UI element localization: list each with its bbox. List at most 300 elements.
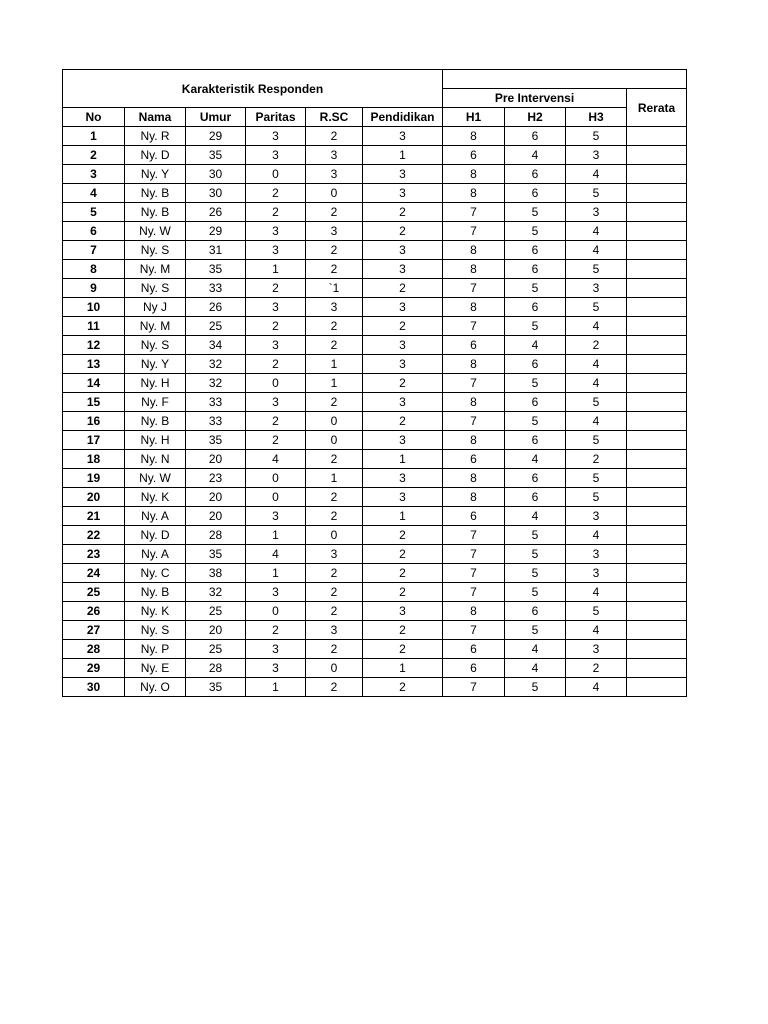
table-row — [63, 298, 687, 317]
cell-rerata — [627, 241, 687, 260]
cell-rerata — [627, 488, 687, 507]
cell-h2: 5 — [505, 203, 566, 222]
cell-paritas: 3 — [246, 241, 306, 260]
cell-h2: 4 — [505, 640, 566, 659]
cell-nama: Ny. O — [125, 678, 186, 697]
cell-h2: 6 — [505, 241, 566, 260]
table-row — [63, 469, 687, 488]
cell-rsc: 3 — [306, 146, 363, 165]
cell-no: 18 — [63, 450, 125, 469]
cell-h2: 4 — [505, 450, 566, 469]
cell-umur: 28 — [186, 659, 246, 678]
cell-umur: 25 — [186, 317, 246, 336]
cell-h1: 8 — [443, 393, 505, 412]
cell-nama: Ny. K — [125, 488, 186, 507]
cell-h1: 7 — [443, 374, 505, 393]
cell-rerata — [627, 621, 687, 640]
cell-umur: 26 — [186, 203, 246, 222]
cell-umur: 33 — [186, 279, 246, 298]
cell-rerata — [627, 165, 687, 184]
cell-umur: 33 — [186, 393, 246, 412]
cell-h3: 3 — [566, 279, 627, 298]
cell-paritas: 3 — [246, 640, 306, 659]
cell-h3: 4 — [566, 621, 627, 640]
cell-h3: 4 — [566, 355, 627, 374]
cell-h1: 8 — [443, 298, 505, 317]
cell-no: 30 — [63, 678, 125, 697]
cell-no: 10 — [63, 298, 125, 317]
cell-h2: 5 — [505, 583, 566, 602]
cell-rerata — [627, 222, 687, 241]
cell-rsc: 2 — [306, 393, 363, 412]
cell-rerata — [627, 545, 687, 564]
cell-rsc: 2 — [306, 564, 363, 583]
cell-h3: 4 — [566, 526, 627, 545]
cell-h1: 6 — [443, 336, 505, 355]
cell-umur: 20 — [186, 507, 246, 526]
cell-no: 5 — [63, 203, 125, 222]
cell-pendidikan: 3 — [363, 127, 443, 146]
cell-paritas: 3 — [246, 146, 306, 165]
cell-h3: 4 — [566, 583, 627, 602]
cell-pendidikan: 3 — [363, 488, 443, 507]
cell-nama: Ny. D — [125, 146, 186, 165]
cell-rerata — [627, 450, 687, 469]
cell-h2: 5 — [505, 564, 566, 583]
cell-paritas: 4 — [246, 545, 306, 564]
cell-rerata — [627, 640, 687, 659]
table-row — [63, 431, 687, 450]
cell-no: 6 — [63, 222, 125, 241]
cell-rerata — [627, 526, 687, 545]
cell-h2: 5 — [505, 222, 566, 241]
cell-paritas: 3 — [246, 336, 306, 355]
cell-pendidikan: 1 — [363, 659, 443, 678]
cell-h2: 4 — [505, 146, 566, 165]
table-row — [63, 355, 687, 374]
cell-h2: 6 — [505, 469, 566, 488]
cell-rsc: 2 — [306, 127, 363, 146]
cell-h1: 7 — [443, 621, 505, 640]
cell-rerata — [627, 146, 687, 165]
cell-rsc: 2 — [306, 203, 363, 222]
cell-umur: 20 — [186, 450, 246, 469]
cell-h2: 5 — [505, 317, 566, 336]
cell-rerata — [627, 431, 687, 450]
cell-h1: 6 — [443, 450, 505, 469]
cell-nama: Ny. C — [125, 564, 186, 583]
cell-umur: 26 — [186, 298, 246, 317]
cell-rerata — [627, 507, 687, 526]
table-row — [63, 336, 687, 355]
table-row — [63, 450, 687, 469]
cell-umur: 32 — [186, 374, 246, 393]
column-header-pendidikan: Pendidikan — [363, 108, 443, 127]
cell-h3: 3 — [566, 564, 627, 583]
cell-rsc: 2 — [306, 241, 363, 260]
cell-nama: Ny. S — [125, 279, 186, 298]
cell-h2: 6 — [505, 355, 566, 374]
cell-h3: 5 — [566, 298, 627, 317]
cell-nama: Ny. W — [125, 469, 186, 488]
column-header-rerata: Rerata — [627, 89, 687, 127]
cell-h1: 6 — [443, 146, 505, 165]
cell-rerata — [627, 412, 687, 431]
cell-h1: 7 — [443, 583, 505, 602]
cell-no: 29 — [63, 659, 125, 678]
cell-rsc: 0 — [306, 659, 363, 678]
cell-h2: 6 — [505, 184, 566, 203]
cell-h3: 2 — [566, 659, 627, 678]
cell-h2: 6 — [505, 393, 566, 412]
cell-rerata — [627, 260, 687, 279]
cell-h2: 6 — [505, 127, 566, 146]
cell-rsc: 2 — [306, 260, 363, 279]
cell-pendidikan: 3 — [363, 184, 443, 203]
cell-paritas: 3 — [246, 298, 306, 317]
cell-paritas: 2 — [246, 279, 306, 298]
cell-h3: 3 — [566, 545, 627, 564]
cell-rerata — [627, 336, 687, 355]
cell-paritas: 2 — [246, 184, 306, 203]
cell-h1: 7 — [443, 526, 505, 545]
cell-umur: 30 — [186, 165, 246, 184]
cell-h3: 4 — [566, 222, 627, 241]
cell-h1: 7 — [443, 317, 505, 336]
cell-no: 9 — [63, 279, 125, 298]
cell-umur: 32 — [186, 583, 246, 602]
cell-pendidikan: 2 — [363, 678, 443, 697]
cell-h1: 8 — [443, 127, 505, 146]
group-header-empty — [443, 70, 687, 89]
cell-nama: Ny. E — [125, 659, 186, 678]
cell-nama: Ny. B — [125, 412, 186, 431]
cell-pendidikan: 2 — [363, 412, 443, 431]
cell-umur: 35 — [186, 146, 246, 165]
cell-h3: 3 — [566, 640, 627, 659]
cell-no: 26 — [63, 602, 125, 621]
cell-nama: Ny. A — [125, 507, 186, 526]
respondent-table — [62, 69, 687, 697]
cell-h1: 6 — [443, 659, 505, 678]
table-row — [63, 222, 687, 241]
cell-pendidikan: 2 — [363, 640, 443, 659]
cell-pendidikan: 2 — [363, 374, 443, 393]
cell-rsc: 2 — [306, 583, 363, 602]
cell-rsc: 2 — [306, 507, 363, 526]
cell-h1: 8 — [443, 469, 505, 488]
cell-pendidikan: 1 — [363, 450, 443, 469]
cell-paritas: 1 — [246, 526, 306, 545]
cell-umur: 23 — [186, 469, 246, 488]
cell-no: 15 — [63, 393, 125, 412]
cell-pendidikan: 3 — [363, 393, 443, 412]
cell-h3: 5 — [566, 260, 627, 279]
column-header-h2: H2 — [505, 108, 566, 127]
cell-h2: 5 — [505, 545, 566, 564]
column-header-no: No — [63, 108, 125, 127]
cell-rsc: 3 — [306, 621, 363, 640]
column-header-paritas: Paritas — [246, 108, 306, 127]
cell-pendidikan: 2 — [363, 203, 443, 222]
cell-umur: 25 — [186, 640, 246, 659]
cell-h3: 4 — [566, 412, 627, 431]
cell-rsc: 2 — [306, 678, 363, 697]
cell-h1: 6 — [443, 640, 505, 659]
cell-umur: 35 — [186, 545, 246, 564]
cell-h3: 3 — [566, 203, 627, 222]
cell-rerata — [627, 298, 687, 317]
cell-h3: 4 — [566, 241, 627, 260]
cell-h1: 7 — [443, 412, 505, 431]
cell-h1: 8 — [443, 241, 505, 260]
table-row — [63, 621, 687, 640]
cell-h3: 2 — [566, 450, 627, 469]
table-row — [63, 260, 687, 279]
cell-umur: 20 — [186, 488, 246, 507]
cell-nama: Ny. K — [125, 602, 186, 621]
cell-paritas: 3 — [246, 659, 306, 678]
cell-h3: 5 — [566, 127, 627, 146]
cell-no: 28 — [63, 640, 125, 659]
cell-rsc: 2 — [306, 336, 363, 355]
cell-no: 24 — [63, 564, 125, 583]
cell-pendidikan: 3 — [363, 336, 443, 355]
cell-nama: Ny. M — [125, 260, 186, 279]
cell-rerata — [627, 602, 687, 621]
cell-paritas: 0 — [246, 374, 306, 393]
cell-h3: 5 — [566, 393, 627, 412]
cell-rerata — [627, 184, 687, 203]
cell-umur: 35 — [186, 260, 246, 279]
cell-rerata — [627, 203, 687, 222]
cell-rsc: 0 — [306, 412, 363, 431]
cell-pendidikan: 3 — [363, 165, 443, 184]
cell-nama: Ny. Y — [125, 165, 186, 184]
table-row — [63, 203, 687, 222]
cell-nama: Ny. S — [125, 336, 186, 355]
cell-rsc: 3 — [306, 298, 363, 317]
cell-nama: Ny. D — [125, 526, 186, 545]
cell-h3: 3 — [566, 507, 627, 526]
cell-no: 8 — [63, 260, 125, 279]
cell-rsc: 0 — [306, 184, 363, 203]
table-row — [63, 545, 687, 564]
cell-rerata — [627, 317, 687, 336]
cell-rsc: `1 — [306, 279, 363, 298]
cell-no: 14 — [63, 374, 125, 393]
cell-h2: 4 — [505, 336, 566, 355]
cell-nama: Ny. S — [125, 241, 186, 260]
cell-paritas: 3 — [246, 127, 306, 146]
cell-umur: 35 — [186, 431, 246, 450]
cell-umur: 20 — [186, 621, 246, 640]
cell-paritas: 3 — [246, 507, 306, 526]
cell-rsc: 0 — [306, 431, 363, 450]
cell-pendidikan: 3 — [363, 298, 443, 317]
cell-pendidikan: 2 — [363, 279, 443, 298]
cell-h1: 8 — [443, 165, 505, 184]
cell-rsc: 1 — [306, 355, 363, 374]
cell-paritas: 2 — [246, 412, 306, 431]
cell-pendidikan: 3 — [363, 355, 443, 374]
cell-h2: 5 — [505, 279, 566, 298]
cell-paritas: 1 — [246, 678, 306, 697]
cell-umur: 35 — [186, 678, 246, 697]
cell-rerata — [627, 564, 687, 583]
cell-h3: 5 — [566, 488, 627, 507]
cell-pendidikan: 2 — [363, 583, 443, 602]
table-row — [63, 659, 687, 678]
cell-rerata — [627, 583, 687, 602]
cell-no: 23 — [63, 545, 125, 564]
cell-no: 11 — [63, 317, 125, 336]
cell-no: 4 — [63, 184, 125, 203]
cell-pendidikan: 1 — [363, 507, 443, 526]
cell-h2: 5 — [505, 678, 566, 697]
cell-pendidikan: 2 — [363, 564, 443, 583]
cell-h1: 7 — [443, 545, 505, 564]
group-header-pre-intervensi: Pre Intervensi — [443, 89, 627, 108]
cell-h1: 7 — [443, 222, 505, 241]
cell-h2: 6 — [505, 602, 566, 621]
cell-paritas: 2 — [246, 317, 306, 336]
column-header-rsc: R.SC — [306, 108, 363, 127]
cell-no: 17 — [63, 431, 125, 450]
cell-umur: 33 — [186, 412, 246, 431]
cell-h2: 5 — [505, 621, 566, 640]
cell-paritas: 2 — [246, 203, 306, 222]
cell-h2: 6 — [505, 488, 566, 507]
table-row — [63, 165, 687, 184]
cell-rerata — [627, 469, 687, 488]
table-row — [63, 317, 687, 336]
cell-paritas: 3 — [246, 393, 306, 412]
cell-no: 22 — [63, 526, 125, 545]
cell-nama: Ny J — [125, 298, 186, 317]
cell-nama: Ny. N — [125, 450, 186, 469]
cell-h3: 4 — [566, 374, 627, 393]
cell-h1: 8 — [443, 488, 505, 507]
table-row — [63, 526, 687, 545]
cell-nama: Ny. F — [125, 393, 186, 412]
table-row — [63, 507, 687, 526]
cell-rerata — [627, 659, 687, 678]
cell-rsc: 3 — [306, 165, 363, 184]
cell-h2: 5 — [505, 412, 566, 431]
table-body — [63, 127, 687, 697]
cell-umur: 34 — [186, 336, 246, 355]
cell-no: 16 — [63, 412, 125, 431]
cell-no: 20 — [63, 488, 125, 507]
cell-no: 27 — [63, 621, 125, 640]
cell-h1: 8 — [443, 431, 505, 450]
cell-nama: Ny. W — [125, 222, 186, 241]
cell-h2: 5 — [505, 374, 566, 393]
table-row — [63, 412, 687, 431]
cell-umur: 28 — [186, 526, 246, 545]
cell-rsc: 2 — [306, 640, 363, 659]
cell-pendidikan: 2 — [363, 222, 443, 241]
cell-rsc: 2 — [306, 317, 363, 336]
cell-h3: 5 — [566, 469, 627, 488]
cell-h3: 4 — [566, 678, 627, 697]
cell-pendidikan: 1 — [363, 146, 443, 165]
cell-rsc: 2 — [306, 488, 363, 507]
cell-h2: 4 — [505, 507, 566, 526]
cell-pendidikan: 2 — [363, 545, 443, 564]
cell-umur: 30 — [186, 184, 246, 203]
cell-nama: Ny. B — [125, 184, 186, 203]
cell-pendidikan: 3 — [363, 602, 443, 621]
cell-nama: Ny. Y — [125, 355, 186, 374]
column-header-h1: H1 — [443, 108, 505, 127]
table-row — [63, 678, 687, 697]
cell-umur: 29 — [186, 127, 246, 146]
cell-umur: 38 — [186, 564, 246, 583]
cell-h1: 6 — [443, 507, 505, 526]
group-header-karakteristik: Karakteristik Responden — [63, 70, 443, 108]
cell-nama: Ny. B — [125, 583, 186, 602]
cell-h3: 4 — [566, 317, 627, 336]
cell-paritas: 0 — [246, 488, 306, 507]
cell-pendidikan: 3 — [363, 260, 443, 279]
cell-rsc: 2 — [306, 602, 363, 621]
cell-h2: 6 — [505, 165, 566, 184]
cell-paritas: 2 — [246, 355, 306, 374]
cell-pendidikan: 3 — [363, 469, 443, 488]
cell-paritas: 3 — [246, 222, 306, 241]
cell-rsc: 3 — [306, 545, 363, 564]
cell-rerata — [627, 678, 687, 697]
cell-nama: Ny. A — [125, 545, 186, 564]
cell-h2: 6 — [505, 260, 566, 279]
cell-h2: 6 — [505, 298, 566, 317]
cell-h3: 5 — [566, 184, 627, 203]
cell-h1: 8 — [443, 184, 505, 203]
table-row — [63, 146, 687, 165]
cell-h2: 5 — [505, 526, 566, 545]
table-row — [63, 279, 687, 298]
cell-rsc: 3 — [306, 222, 363, 241]
cell-rerata — [627, 355, 687, 374]
cell-h1: 8 — [443, 260, 505, 279]
cell-pendidikan: 2 — [363, 621, 443, 640]
cell-nama: Ny. P — [125, 640, 186, 659]
table-row — [63, 393, 687, 412]
cell-h3: 4 — [566, 165, 627, 184]
cell-pendidikan: 2 — [363, 317, 443, 336]
cell-h3: 5 — [566, 602, 627, 621]
table-row — [63, 583, 687, 602]
cell-h3: 5 — [566, 431, 627, 450]
cell-paritas: 0 — [246, 602, 306, 621]
cell-pendidikan: 2 — [363, 526, 443, 545]
cell-rerata — [627, 374, 687, 393]
cell-no: 13 — [63, 355, 125, 374]
cell-paritas: 1 — [246, 564, 306, 583]
cell-rerata — [627, 127, 687, 146]
cell-pendidikan: 3 — [363, 431, 443, 450]
cell-h1: 8 — [443, 355, 505, 374]
cell-rerata — [627, 279, 687, 298]
cell-h1: 7 — [443, 564, 505, 583]
cell-nama: Ny. H — [125, 431, 186, 450]
cell-rsc: 0 — [306, 526, 363, 545]
cell-h1: 7 — [443, 279, 505, 298]
table-row — [63, 640, 687, 659]
table-row — [63, 602, 687, 621]
